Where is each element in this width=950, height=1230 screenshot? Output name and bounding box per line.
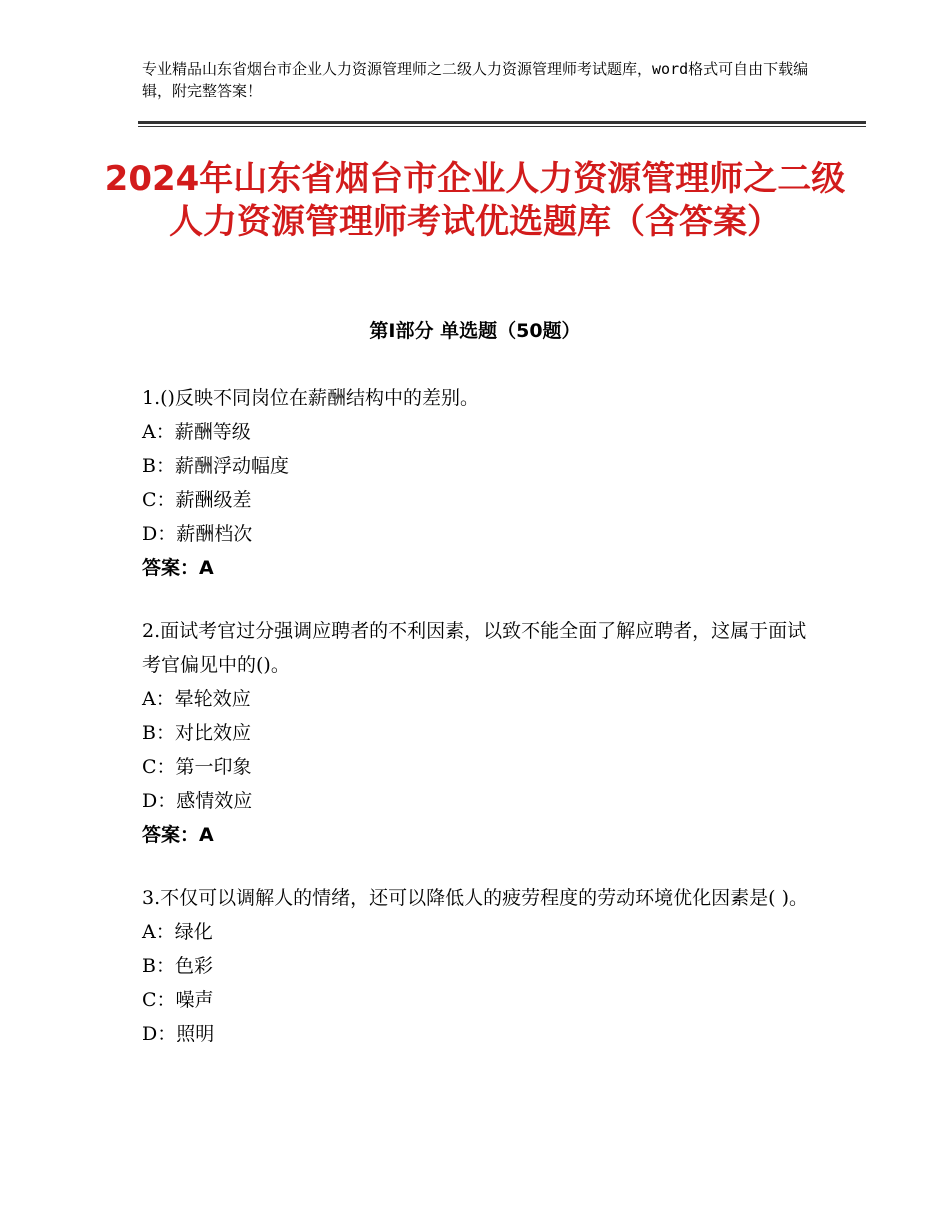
option-c: C：第一印象 — [142, 756, 252, 778]
option-b: B：薪酬浮动幅度 — [142, 455, 289, 477]
question-stem: 1.()反映不同岗位在薪酬结构中的差别。 — [142, 387, 479, 409]
question-stem: 3.不仅可以调解人的情绪，还可以降低人的疲劳程度的劳动环境优化因素是( )。 — [142, 887, 808, 909]
option-d: D：感情效应 — [142, 790, 253, 812]
option-a: A：绿化 — [142, 921, 213, 943]
header-rule-thin — [138, 126, 866, 127]
option-b: B：色彩 — [142, 955, 213, 977]
question-list — [142, 381, 822, 1080]
header-rule-thick — [138, 121, 866, 124]
option-c: C：噪声 — [142, 989, 214, 1011]
header-note: 专业精品山东省烟台市企业人力资源管理师之二级人力资源管理师考试题库，word格式可自由下载编辑，附完整答案！ — [142, 60, 809, 100]
question-3 — [142, 881, 822, 1051]
option-d: D：薪酬档次 — [142, 523, 253, 545]
section-heading: 第Ⅰ部分 单选题（50题） — [369, 320, 581, 342]
option-a: A：薪酬等级 — [142, 421, 251, 443]
question-2 — [142, 614, 822, 852]
question-stem: 2.面试考官过分强调应聘者的不利因素，以致不能全面了解应聘者，这属于面试考官偏见中的()。 — [142, 620, 807, 676]
option-b: B：对比效应 — [142, 722, 251, 744]
document-title: 2024年山东省烟台市企业人力资源管理师之二级人力资源管理师考试优选题库（含答案） — [104, 159, 846, 242]
option-a: A：晕轮效应 — [142, 688, 251, 710]
option-c: C：薪酬级差 — [142, 489, 252, 511]
question-1 — [142, 381, 822, 585]
answer-line: 答案：A — [142, 824, 214, 846]
option-d: D：照明 — [142, 1023, 215, 1045]
answer-line: 答案：A — [142, 557, 214, 579]
